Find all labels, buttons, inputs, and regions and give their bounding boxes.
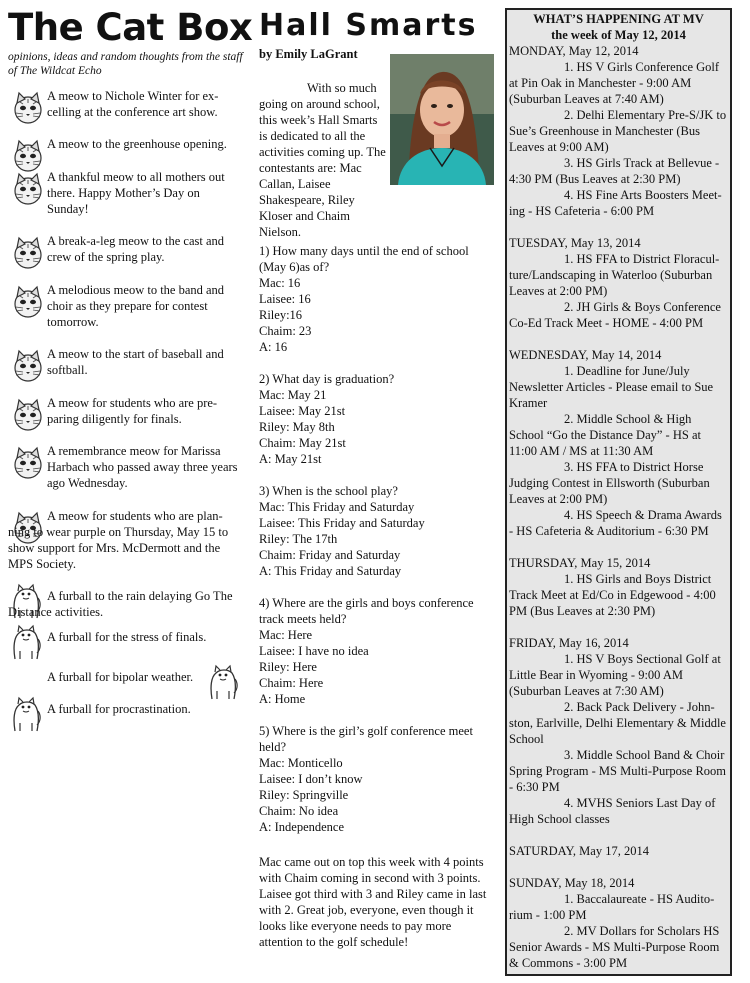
event-item: 1. HS V Boys Sectional Golf at Little Bear in Wyoming - 9:00 AM (Suburban Leaves at 7:30 AM) <box>509 652 721 698</box>
meow-text: A meow to Nichole Winter for ex-celling at the conference art show. <box>47 89 219 119</box>
event-item: 2. Delhi Elementary Pre-S/JK to Sue’s Greenhouse in Manchester (Bus Leaves at 9:00 AM) <box>509 108 727 154</box>
event-day-label: SATURDAY, May 17, 2014 <box>509 844 649 858</box>
answer-line: A: Home <box>259 692 306 706</box>
answer-line: Riley: Springville <box>259 788 349 802</box>
cat-face-icon <box>11 446 45 484</box>
question-text: 2) What day is graduation? <box>259 372 395 386</box>
answer-line: Mac: Here <box>259 628 313 642</box>
meow-text: A furball for procrastination. <box>47 702 191 716</box>
events-heading: WHAT’S HAPPENING AT MV <box>533 12 704 26</box>
cat-face-icon <box>11 172 45 210</box>
event-item: 1. HS FFA to District Floracul-ture/Landscaping in Waterloo (Suburban Leaves at 2:00 PM) <box>509 252 720 298</box>
event-day <box>509 875 728 971</box>
quiz-question-block <box>259 483 495 579</box>
answer-line: Mac: May 21 <box>259 388 327 402</box>
author-photo <box>390 54 494 185</box>
event-day-label: FRIDAY, May 16, 2014 <box>509 636 629 650</box>
byline: by Emily LaGrant <box>259 47 358 61</box>
event-day <box>509 843 728 859</box>
meow-text: A melodious meow to the band and choir as they prepare for contest tomorrow. <box>47 283 225 329</box>
meow-text: A meow for students who are pre-paring diligently for finals. <box>47 396 218 426</box>
answer-line: Chaim: No idea <box>259 804 339 818</box>
answer-line: Laisee: I have no idea <box>259 644 369 658</box>
events-list <box>507 43 730 971</box>
event-day <box>509 635 728 827</box>
event-day <box>509 347 728 539</box>
answer-line: Riley: Here <box>259 660 317 674</box>
hissing-cat-icon <box>11 623 41 665</box>
meow-text: A remembrance meow for Marissa Harbach who passed away three years ago Wednesday. <box>47 444 238 490</box>
question-text: 1) How many days until the end of school (May 6)as of? <box>259 244 469 274</box>
meow-text: A thankful meow to all mothers out there. Happy Mother’s Day on Sunday! <box>47 170 225 216</box>
answer-line: A: Independence <box>259 820 345 834</box>
quiz-question-block <box>259 595 495 707</box>
meow-text: A meow for students who are plan-ning to wear purple on Thursday, May 15 to show support for Mrs. McDermott and the MPS Society. <box>8 509 229 571</box>
answer-line: Laisee: May 21st <box>259 404 346 418</box>
cat-face-icon <box>11 285 45 323</box>
events-box <box>505 8 732 976</box>
meow-text: A furball to the rain delaying Go The Distance activities. <box>8 589 233 619</box>
answer-line: Laisee: I don’t know <box>259 772 363 786</box>
hissing-cat-icon <box>11 695 41 737</box>
event-item: 1. HS V Girls Conference Golf at Pin Oak in Manchester - 9:00 AM (Suburban Leaves at 7:40 AM) <box>509 60 720 106</box>
cat-face-icon <box>11 349 45 387</box>
question-text: 4) Where are the girls and boys conference track meets held? <box>259 596 474 626</box>
answer-line: A: This Friday and Saturday <box>259 564 402 578</box>
event-day-label: SUNDAY, May 18, 2014 <box>509 876 635 890</box>
events-subheading: the week of May 12, 2014 <box>551 28 686 42</box>
answer-line: A: May 21st <box>259 452 322 466</box>
answer-line: Chaim: 23 <box>259 324 312 338</box>
cat-face-icon <box>11 91 45 129</box>
answer-line: Chaim: May 21st <box>259 436 346 450</box>
hall-smarts-title: Hall Smarts <box>259 8 478 43</box>
answer-line: Mac: Monticello <box>259 756 343 770</box>
event-item: 1. Baccalaureate - HS Audito-rium - 1:00 PM <box>509 892 715 922</box>
event-item: 4. MVHS Seniors Last Day of High School classes <box>509 796 716 826</box>
event-item: 2. JH Girls & Boys Conference Co-Ed Track Meet - HOME - 4:00 PM <box>509 300 721 330</box>
event-item: 2. MV Dollars for Scholars HS Senior Awards - MS Multi-Purpose Room & Commons - 3:00 PM <box>509 924 720 970</box>
event-item: 4. HS Speech & Drama Awards - HS Cafeteria & Auditorium - 6:30 PM <box>509 508 722 538</box>
meow-text: A meow to the start of baseball and softball. <box>47 347 224 377</box>
cat-face-icon <box>11 398 45 436</box>
event-item: 1. Deadline for June/July Newsletter Articles - Please email to Sue Kramer <box>509 364 714 410</box>
cat-box-subtitle: opinions, ideas and random thoughts from the staff of The Wildcat Echo <box>8 51 243 77</box>
answer-line: Mac: This Friday and Saturday <box>259 500 415 514</box>
event-item: 2. Back Pack Delivery - John-ston, Earlville, Delhi Elementary & Middle School <box>509 700 726 746</box>
event-day-label: TUESDAY, May 13, 2014 <box>509 236 641 250</box>
answer-line: A: 16 <box>259 340 288 354</box>
event-item: 3. HS Girls Track at Bellevue - 4:30 PM (Bus Leaves at 2:30 PM) <box>509 156 720 186</box>
answer-line: Laisee: 16 <box>259 292 311 306</box>
hall-smarts-column <box>259 8 495 949</box>
answer-line: Mac: 16 <box>259 276 301 290</box>
question-text: 5) Where is the girl’s golf conference meet held? <box>259 724 473 754</box>
answer-line: Riley:16 <box>259 308 303 322</box>
quiz-question-block <box>259 723 495 835</box>
event-item: 2. Middle School & High School “Go the Distance Day” - HS at 11:00 AM / MS at 11:30 AM <box>509 412 701 458</box>
event-day-label: MONDAY, May 12, 2014 <box>509 44 639 58</box>
cat-face-icon <box>11 236 45 274</box>
conclusion-paragraph: Mac came out on top this week with 4 points with Chaim coming in second with 3 points. Laisee got third with 3 and Riley came in last with 2. Great job, everyone, even though it looks like everyone needs to pay more attention to the golf schedule! <box>259 855 487 949</box>
question-text: 3) When is the school play? <box>259 484 398 498</box>
event-day <box>509 235 728 331</box>
event-day <box>509 555 728 619</box>
intro-paragraph <box>259 80 387 240</box>
intro-text: With so much going on around school, this week’s Hall Smarts is dedicated to all the activities coming up. The contestants are: Mac Callan, Laisee Shakespeare, Riley Kloser and Chaim Nielson. <box>259 81 386 239</box>
meow-text: A break-a-leg meow to the cast and crew of the spring play. <box>47 234 225 264</box>
cat-box-column <box>8 6 253 716</box>
event-day <box>509 43 728 219</box>
event-item: 1. HS Girls and Boys District Track Meet at Ed/Co in Edgewood - 4:00 PM (Bus Leaves at 2:30 PM) <box>509 572 716 618</box>
event-item: 4. HS Fine Arts Boosters Meet-ing - HS Cafeteria - 6:00 PM <box>509 188 722 218</box>
quiz-question-block <box>259 243 495 355</box>
event-item: 3. HS FFA to District Horse Judging Contest in Ellsworth (Suburban Leaves at 2:00 PM) <box>509 460 710 506</box>
meow-text: A furball for bipolar weather. <box>47 670 194 684</box>
answer-line: Laisee: This Friday and Saturday <box>259 516 425 530</box>
answer-line: Riley: The 17th <box>259 532 338 546</box>
meow-text: A furball for the stress of finals. <box>47 630 207 644</box>
answer-line: Riley: May 8th <box>259 420 335 434</box>
answer-line: Chaim: Here <box>259 676 324 690</box>
event-item: 3. Middle School Band & Choir Spring Program - MS Multi-Purpose Room - 6:30 PM <box>509 748 727 794</box>
event-day-label: THURSDAY, May 15, 2014 <box>509 556 651 570</box>
cat-box-title: The Cat Box <box>8 6 253 49</box>
quiz-question-block <box>259 371 495 467</box>
event-day-label: WEDNESDAY, May 14, 2014 <box>509 348 662 362</box>
meow-text: A meow to the greenhouse opening. <box>47 137 227 151</box>
answer-line: Chaim: Friday and Saturday <box>259 548 401 562</box>
